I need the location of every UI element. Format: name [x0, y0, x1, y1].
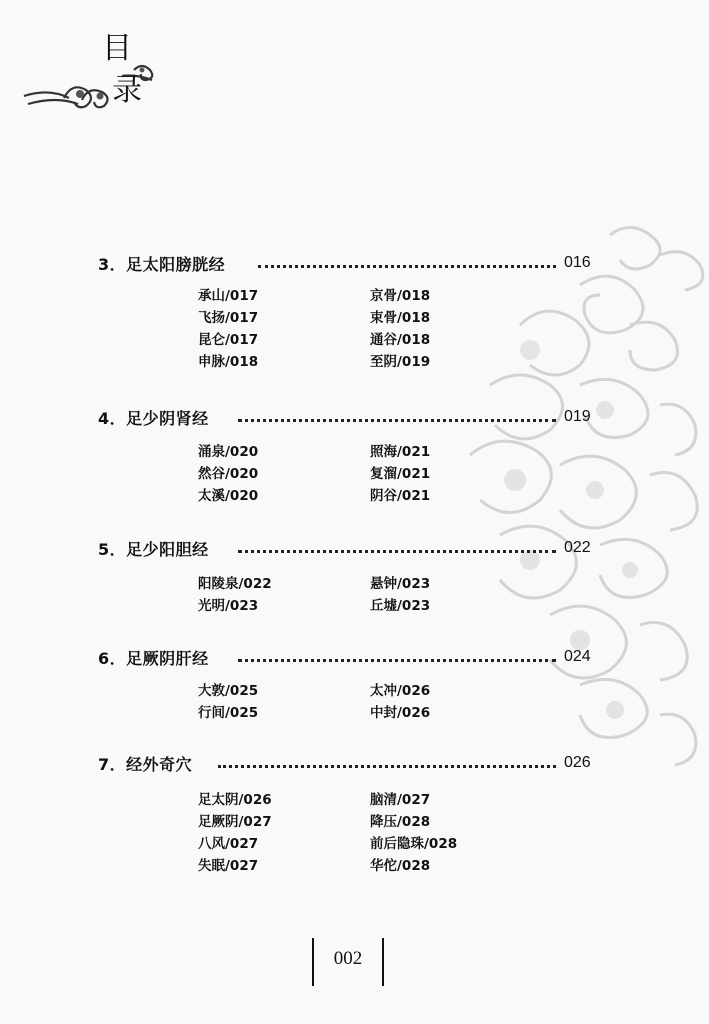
dot-leader: [238, 659, 556, 662]
toc-entry[interactable]: 前后隐珠/028: [370, 836, 458, 852]
toc-section-title: 3．足太阳膀胱经: [98, 255, 226, 274]
toc-entry[interactable]: 丘墟/023: [370, 598, 431, 614]
toc-section-heading[interactable]: [98, 752, 598, 776]
toc-section-title: 6．足厥阴肝经: [98, 649, 209, 668]
dot-leader: [238, 419, 556, 422]
toc-section-page: 026: [564, 754, 591, 771]
toc-section-heading[interactable]: [98, 646, 598, 670]
toc-section-title: 5．足少阳胆经: [98, 540, 209, 559]
toc-entry[interactable]: 京骨/018: [370, 288, 431, 304]
toc-entry[interactable]: 昆仑/017: [198, 332, 259, 348]
toc-entry[interactable]: 悬钟/023: [370, 576, 431, 592]
toc-title-char-2: 录: [112, 73, 142, 108]
toc-section-page: 019: [564, 408, 591, 425]
toc-section-page: 024: [564, 648, 591, 665]
cloud-pattern-background: [430, 215, 709, 775]
toc-title-char-1: 目: [102, 31, 132, 66]
toc-entry[interactable]: 中封/026: [370, 705, 431, 721]
toc-entry[interactable]: 照海/021: [370, 444, 431, 460]
toc-entry[interactable]: 通谷/018: [370, 332, 431, 348]
toc-section-title: 7．经外奇穴: [98, 755, 193, 774]
toc-entry[interactable]: 束骨/018: [370, 310, 431, 326]
toc-entry[interactable]: 光明/023: [198, 598, 259, 614]
toc-entry[interactable]: 申脉/018: [198, 354, 259, 370]
toc-entry[interactable]: 然谷/020: [198, 466, 259, 482]
toc-entry[interactable]: 阳陵泉/022: [198, 576, 272, 592]
page-number: 002: [333, 948, 363, 969]
toc-entry[interactable]: 太冲/026: [370, 683, 431, 699]
toc-entry[interactable]: 华佗/028: [370, 858, 431, 874]
toc-entry[interactable]: 复溜/021: [370, 466, 431, 482]
toc-section-heading[interactable]: [98, 252, 598, 276]
toc-section-heading[interactable]: [98, 406, 598, 430]
dot-leader: [238, 550, 556, 553]
toc-entry[interactable]: 失眠/027: [198, 858, 259, 874]
toc-entry[interactable]: 行间/025: [198, 705, 259, 721]
toc-entry[interactable]: 至阴/019: [370, 354, 431, 370]
toc-entry[interactable]: 足厥阴/027: [198, 814, 272, 830]
toc-entry[interactable]: 大敦/025: [198, 683, 259, 699]
dot-leader: [218, 765, 556, 768]
toc-section-page: 022: [564, 539, 591, 556]
toc-entry[interactable]: 脑清/027: [370, 792, 431, 808]
toc-section-page: 016: [564, 254, 591, 271]
toc-entry[interactable]: 八风/027: [198, 836, 259, 852]
toc-entry[interactable]: 足太阴/026: [198, 792, 272, 808]
toc-entry[interactable]: 降压/028: [370, 814, 431, 830]
toc-entry[interactable]: 涌泉/020: [198, 444, 259, 460]
toc-section-title: 4．足少阴肾经: [98, 409, 209, 428]
toc-entry[interactable]: 阴谷/021: [370, 488, 431, 504]
toc-entry[interactable]: 太溪/020: [198, 488, 259, 504]
toc-entry[interactable]: 承山/017: [198, 288, 259, 304]
toc-section-heading[interactable]: [98, 537, 598, 561]
dot-leader: [258, 265, 556, 268]
page-number-footer: [312, 938, 386, 988]
toc-entry[interactable]: 飞扬/017: [198, 310, 259, 326]
page-number-right-rule: [382, 938, 384, 986]
